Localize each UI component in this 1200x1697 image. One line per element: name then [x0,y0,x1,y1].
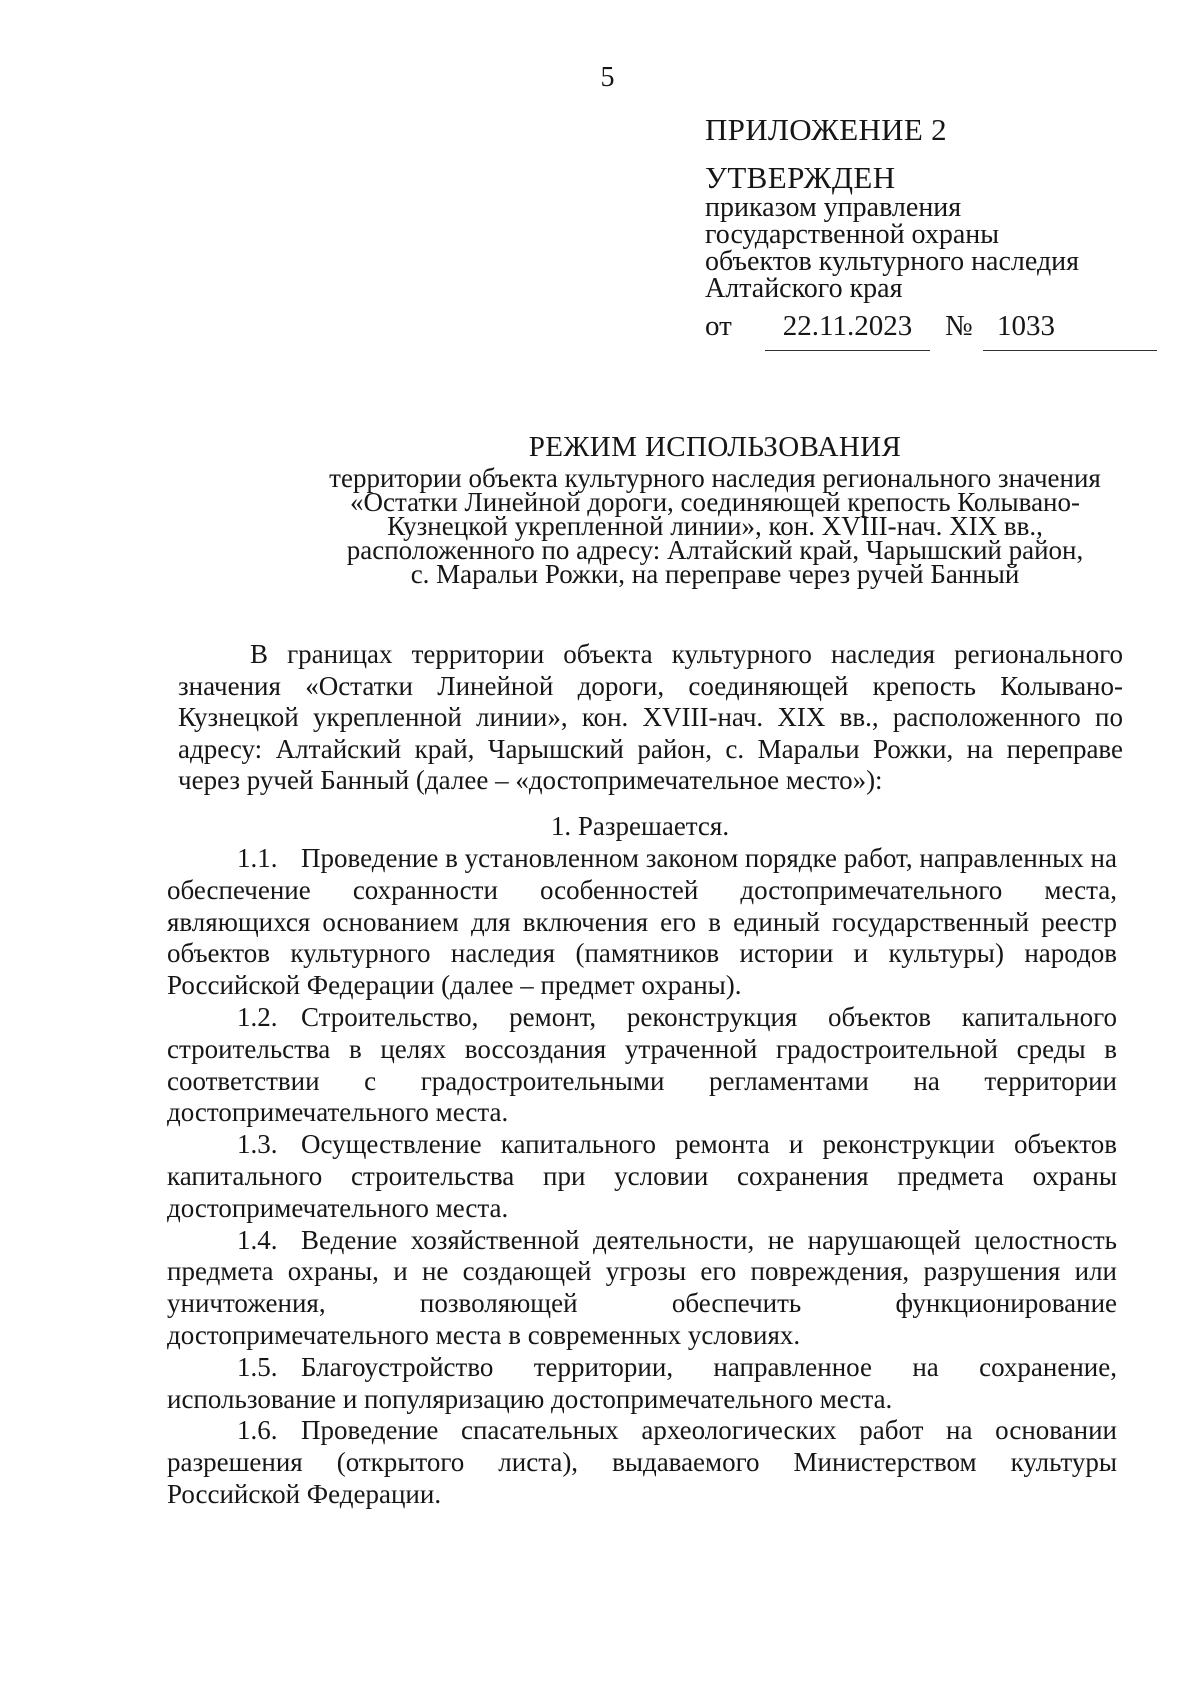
intro-paragraph: В границах территории объекта культурного наследия регионального значения «Остатки Линейной дороги, соединяющей крепость Колывано-Кузнецкой укрепленной линии», кон. XVIII-нач. XIX вв., расположенного по адресу: Алтайский край, Чарышский район, с. Маральи Рожки, на переправе через ручей Банный (далее – «достопримечательное место»): [178,639,1123,795]
item-number: 1.1. [237,843,278,873]
list-item [167,843,1117,1002]
item-number: 1.6. [237,1415,278,1446]
subtitle-line: территории объекта культурного наследия регионального значения [329,463,1101,493]
approved-by-line: приказом управления [705,192,962,223]
item-text: Осуществление капитального ремонта и реконструкции объектов капитального строительства при условии сохранения предмета охраны достопримечательного места. [167,1129,1117,1223]
order-number-sign: № [945,310,973,342]
list-item [167,1415,1117,1510]
list-item [167,1225,1117,1352]
item-number: 1.4. [237,1224,278,1255]
item-number: 1.2. [237,1001,278,1032]
subtitle-line: Кузнецкой укрепленной линии», кон. XVIII-нач. XIX вв., [387,511,1043,541]
appendix-block [705,112,1165,354]
order-date: 22.11.2023 [765,310,930,351]
item-number: 1.5. [237,1351,278,1382]
section-heading: 1. Разрешается. [550,811,730,841]
subtitle-line: «Остатки Линейной дороги, соединяющей крепость Колывано- [349,487,1080,517]
order-number: 1033 [983,310,1157,351]
document-title: РЕЖИМ ИСПОЛЬЗОВАНИЯ [528,431,902,463]
approved-by-line: Алтайского края [705,273,903,304]
list-item [167,1352,1117,1416]
item-text: Проведение спасательных археологических работ на основании разрешения (открытого листа), выдаваемого Министерством культуры Российской Федерации. [167,1415,1117,1509]
approved-label: УТВЕРЖДЕН [705,160,896,195]
list-item [167,1129,1117,1224]
approved-by-line: объектов культурного наследия [705,246,1080,277]
appendix-label: ПРИЛОЖЕНИЕ 2 [705,112,947,147]
subtitle-line: расположенного по адресу: Алтайский край, Чарышский район, [346,535,1084,565]
subtitle-line: с. Маральи Рожки, на переправе через ручей Банный [410,559,1020,589]
order-line [705,306,1165,354]
item-text: Строительство, ремонт, реконструкция объектов капитального строительства в целях воссоздания утраченной градостроительной среды в соответствии с градостроительными регламентами на территории достопримечательного места. [167,1001,1117,1128]
item-text: Проведение в установленном законом порядке работ, направленных на обеспечение сохранности особенностей достопримечательного места, являющихся основанием для включения его в единый государственный реестр объектов культурного наследия (памятников истории и культуры) народов Российской Федерации (далее – предмет охраны). [167,843,1117,1001]
approved-by-line: государственной охраны [705,219,1000,250]
document-subtitle [215,463,1200,589]
items-list [167,843,1117,1511]
order-from-label: от [705,310,732,342]
list-item [167,1002,1117,1129]
item-number: 1.3. [237,1129,278,1160]
item-text: Благоустройство территории, направленное на сохранение, использование и популяризацию достопримечательного места. [167,1351,1117,1414]
page-number: 5 [600,62,615,93]
item-text: Ведение хозяйственной деятельности, не нарушающей целостность предмета охраны, и не создающей угрозы его повреждения, разрушения или уничтожения, позволяющей обеспечить функционирование достопримечательного места в современных условиях. [167,1224,1117,1350]
